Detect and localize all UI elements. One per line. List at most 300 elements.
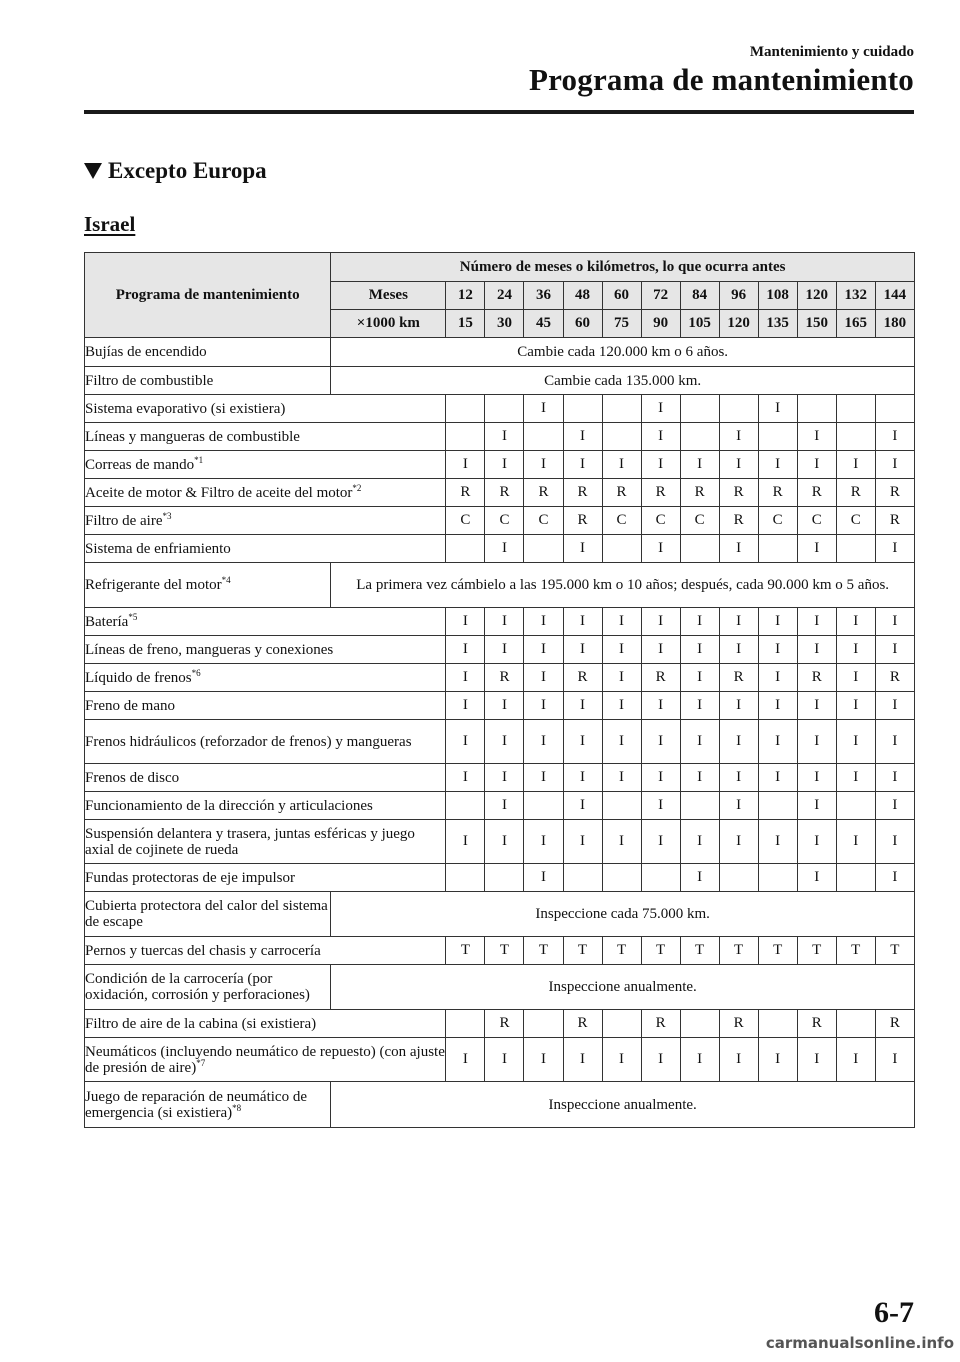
schedule-cell: R [524, 479, 563, 507]
row-item-label [85, 1010, 446, 1038]
schedule-cell: I [680, 664, 719, 692]
schedule-cell: I [875, 764, 914, 792]
km-header: 60 [563, 310, 602, 338]
schedule-cell: I [563, 535, 602, 563]
schedule-cell: I [524, 395, 563, 423]
schedule-cell: I [641, 535, 680, 563]
schedule-cell: I [875, 608, 914, 636]
km-header: 105 [680, 310, 719, 338]
schedule-cell: I [524, 608, 563, 636]
schedule-cell: I [641, 820, 680, 864]
table-row [85, 367, 915, 395]
schedule-cell: C [836, 507, 875, 535]
schedule-cell: R [485, 479, 524, 507]
months-label: Meses [331, 282, 446, 310]
row-item-text: Batería [85, 613, 129, 630]
schedule-cell: I [524, 692, 563, 720]
schedule-cell: I [875, 636, 914, 664]
schedule-cell [602, 535, 641, 563]
schedule-cell: I [680, 820, 719, 864]
footnote-marker: *5 [128, 611, 138, 622]
schedule-cell [602, 1010, 641, 1038]
schedule-cell: R [563, 1010, 602, 1038]
schedule-cell [446, 792, 485, 820]
schedule-cell: I [719, 608, 758, 636]
month-header: 72 [641, 282, 680, 310]
schedule-cell: I [758, 395, 797, 423]
km-header: 135 [758, 310, 797, 338]
schedule-cell: I [485, 792, 524, 820]
schedule-cell [719, 864, 758, 892]
schedule-cell: R [485, 1010, 524, 1038]
schedule-cell: I [563, 820, 602, 864]
row-item-label [85, 764, 446, 792]
km-header: 30 [485, 310, 524, 338]
schedule-cell: R [719, 479, 758, 507]
table-row [85, 965, 915, 1010]
schedule-cell: I [485, 1038, 524, 1082]
schedule-cell [836, 1010, 875, 1038]
km-header: 150 [797, 310, 836, 338]
table-row [85, 1082, 915, 1128]
schedule-cell: I [641, 636, 680, 664]
header-rule [84, 110, 914, 114]
row-interval-note: La primera vez cámbielo a las 195.000 km o 10 años; después, cada 90.000 km o 5 años. [331, 563, 915, 608]
row-item-text: Líneas de freno, mangueras y conexiones [85, 641, 334, 658]
schedule-cell [446, 395, 485, 423]
schedule-cell: I [836, 608, 875, 636]
schedule-cell: I [836, 451, 875, 479]
schedule-cell: R [563, 664, 602, 692]
running-header-title: Programa de mantenimiento [529, 62, 914, 97]
schedule-cell: I [485, 764, 524, 792]
schedule-cell: I [641, 395, 680, 423]
row-item-label [85, 965, 331, 1010]
schedule-cell: I [602, 636, 641, 664]
schedule-cell: R [446, 479, 485, 507]
table-row [85, 1010, 915, 1038]
schedule-cell: I [563, 451, 602, 479]
schedule-cell: I [602, 1038, 641, 1082]
schedule-cell: T [524, 937, 563, 965]
footnote-marker: *2 [352, 482, 362, 493]
schedule-cell: I [563, 1038, 602, 1082]
schedule-cell [836, 792, 875, 820]
schedule-cell: T [875, 937, 914, 965]
schedule-cell: I [602, 764, 641, 792]
schedule-cell [680, 792, 719, 820]
schedule-cell: I [446, 1038, 485, 1082]
schedule-cell: I [836, 820, 875, 864]
schedule-cell [602, 792, 641, 820]
row-item-label [85, 395, 446, 423]
schedule-cell: R [680, 479, 719, 507]
row-item-text: Líquido de frenos [85, 669, 192, 686]
km-header: 165 [836, 310, 875, 338]
table-row [85, 608, 915, 636]
schedule-cell: I [563, 720, 602, 764]
schedule-cell: I [485, 692, 524, 720]
table-row [85, 937, 915, 965]
schedule-cell [758, 1010, 797, 1038]
schedule-cell [524, 1010, 563, 1038]
schedule-cell: I [524, 820, 563, 864]
watermark: carmanualsonline.info [765, 1334, 954, 1352]
schedule-cell: C [446, 507, 485, 535]
schedule-cell: I [524, 864, 563, 892]
row-item-label [85, 479, 446, 507]
schedule-cell: I [446, 764, 485, 792]
schedule-cell: I [875, 451, 914, 479]
schedule-cell: R [641, 1010, 680, 1038]
schedule-cell: R [797, 664, 836, 692]
schedule-cell [836, 395, 875, 423]
row-interval-note: Inspeccione cada 75.000 km. [331, 892, 915, 937]
schedule-cell: R [485, 664, 524, 692]
schedule-cell: I [758, 664, 797, 692]
schedule-cell [446, 1010, 485, 1038]
schedule-cell: R [641, 664, 680, 692]
month-header: 24 [485, 282, 524, 310]
row-item-text: Filtro de aire [85, 512, 163, 529]
maintenance-schedule-table [84, 252, 915, 1128]
schedule-cell [524, 423, 563, 451]
schedule-cell: I [602, 820, 641, 864]
km-label: ×1000 km [331, 310, 446, 338]
schedule-cell [758, 792, 797, 820]
schedule-cell: I [563, 636, 602, 664]
row-item-label [85, 338, 331, 367]
km-header: 75 [602, 310, 641, 338]
section-heading [84, 158, 267, 184]
schedule-cell: I [719, 692, 758, 720]
schedule-cell: I [797, 535, 836, 563]
table-row [85, 423, 915, 451]
row-item-label [85, 820, 446, 864]
km-header: 180 [875, 310, 914, 338]
schedule-cell: I [485, 451, 524, 479]
schedule-cell: R [719, 664, 758, 692]
schedule-cell: I [446, 692, 485, 720]
schedule-cell: C [485, 507, 524, 535]
schedule-cell: I [563, 608, 602, 636]
schedule-cell: I [641, 423, 680, 451]
schedule-cell: I [563, 423, 602, 451]
km-header: 45 [524, 310, 563, 338]
schedule-cell [680, 395, 719, 423]
schedule-cell: R [602, 479, 641, 507]
running-header-section: Mantenimiento y cuidado [749, 44, 914, 60]
month-header: 132 [836, 282, 875, 310]
schedule-cell: I [524, 664, 563, 692]
row-item-text: Pernos y tuercas del chasis y carrocería [85, 942, 321, 959]
schedule-cell: T [485, 937, 524, 965]
month-header: 12 [446, 282, 485, 310]
schedule-cell: I [836, 764, 875, 792]
schedule-cell: I [641, 451, 680, 479]
row-interval-note: Cambie cada 120.000 km o 6 años. [331, 338, 915, 367]
schedule-cell: I [680, 608, 719, 636]
row-item-label [85, 636, 446, 664]
schedule-cell: R [719, 1010, 758, 1038]
schedule-cell: I [524, 720, 563, 764]
row-item-label [85, 367, 331, 395]
schedule-cell: I [680, 864, 719, 892]
schedule-cell: I [758, 1038, 797, 1082]
schedule-cell: I [758, 692, 797, 720]
schedule-cell: R [797, 1010, 836, 1038]
schedule-cell: I [485, 535, 524, 563]
schedule-cell: I [485, 720, 524, 764]
km-header: 15 [446, 310, 485, 338]
row-item-text: Juego de reparación de neumático de emergencia (si existiera) [85, 1088, 307, 1121]
footnote-marker: *6 [191, 667, 201, 678]
schedule-cell: I [875, 1038, 914, 1082]
schedule-cell: C [797, 507, 836, 535]
schedule-cell: I [641, 720, 680, 764]
schedule-cell: R [875, 479, 914, 507]
schedule-cell: T [758, 937, 797, 965]
schedule-cell: R [797, 479, 836, 507]
table-row [85, 864, 915, 892]
schedule-cell: I [797, 792, 836, 820]
schedule-cell [524, 792, 563, 820]
schedule-cell: I [758, 764, 797, 792]
schedule-cell: T [836, 937, 875, 965]
table-row [85, 720, 915, 764]
schedule-cell [446, 864, 485, 892]
schedule-cell: R [719, 507, 758, 535]
row-item-text: Neumáticos (incluyendo neumático de repuesto) (con ajuste de presión de aire) [85, 1043, 445, 1076]
schedule-cell: I [875, 820, 914, 864]
table-row [85, 892, 915, 937]
section-heading-text: Excepto Europa [108, 158, 267, 183]
schedule-cell: C [641, 507, 680, 535]
schedule-cell: I [719, 423, 758, 451]
schedule-cell: I [797, 608, 836, 636]
table-corner-label: Programa de mantenimiento [85, 253, 331, 338]
row-item-text: Correas de mando [85, 456, 195, 473]
schedule-cell: I [524, 1038, 563, 1082]
schedule-cell: I [836, 664, 875, 692]
row-item-text: Aceite de motor & Filtro de aceite del motor [85, 484, 353, 501]
schedule-cell: I [836, 692, 875, 720]
row-item-text: Bujías de encendido [85, 344, 207, 360]
month-header: 60 [602, 282, 641, 310]
footnote-marker: *7 [196, 1057, 206, 1068]
table-row [85, 664, 915, 692]
row-item-text: Funcionamiento de la dirección y articulaciones [85, 797, 373, 814]
row-item-text: Líneas y mangueras de combustible [85, 428, 300, 445]
schedule-cell: I [524, 636, 563, 664]
schedule-cell: I [446, 451, 485, 479]
schedule-cell [446, 423, 485, 451]
table-row [85, 636, 915, 664]
schedule-cell [563, 864, 602, 892]
schedule-cell: C [758, 507, 797, 535]
month-header: 96 [719, 282, 758, 310]
table-row [85, 338, 915, 367]
row-item-label [85, 892, 331, 937]
region-subheading: Israel [84, 212, 136, 236]
row-item-label [85, 507, 446, 535]
schedule-cell: C [524, 507, 563, 535]
schedule-cell [680, 535, 719, 563]
table-row [85, 451, 915, 479]
schedule-cell [641, 864, 680, 892]
row-item-label [85, 664, 446, 692]
row-item-label [85, 1082, 331, 1128]
row-item-label [85, 937, 446, 965]
schedule-cell: C [602, 507, 641, 535]
table-row [85, 563, 915, 608]
row-item-label [85, 792, 446, 820]
schedule-cell: I [602, 608, 641, 636]
schedule-cell: I [719, 764, 758, 792]
row-item-label [85, 423, 446, 451]
schedule-cell: I [563, 692, 602, 720]
schedule-cell: I [719, 792, 758, 820]
table-row [85, 820, 915, 864]
schedule-cell: R [875, 664, 914, 692]
schedule-cell: R [758, 479, 797, 507]
row-interval-note: Inspeccione anualmente. [331, 965, 915, 1010]
schedule-cell: I [602, 720, 641, 764]
schedule-cell: R [875, 507, 914, 535]
schedule-cell: I [875, 423, 914, 451]
schedule-cell [602, 423, 641, 451]
schedule-cell: R [641, 479, 680, 507]
schedule-cell: T [446, 937, 485, 965]
km-header: 90 [641, 310, 680, 338]
schedule-cell: I [875, 720, 914, 764]
table-row [85, 764, 915, 792]
month-header: 108 [758, 282, 797, 310]
schedule-cell: I [524, 451, 563, 479]
month-header: 144 [875, 282, 914, 310]
schedule-cell: I [680, 764, 719, 792]
schedule-cell: T [563, 937, 602, 965]
schedule-cell: I [758, 820, 797, 864]
row-item-text: Fundas protectoras de eje impulsor [85, 869, 295, 886]
schedule-cell: I [680, 451, 719, 479]
schedule-cell: T [602, 937, 641, 965]
row-interval-note: Inspeccione anualmente. [331, 1082, 915, 1128]
schedule-cell: I [602, 664, 641, 692]
row-item-text: Freno de mano [85, 697, 175, 714]
footnote-marker: *1 [194, 454, 204, 465]
table-row [85, 535, 915, 563]
row-item-text: Cubierta protectora del calor del sistema de escape [85, 898, 328, 930]
row-item-text: Refrigerante del motor [85, 577, 222, 593]
footnote-marker: *8 [232, 1102, 242, 1113]
month-header: 48 [563, 282, 602, 310]
schedule-cell: I [836, 1038, 875, 1082]
schedule-cell [875, 395, 914, 423]
month-header: 84 [680, 282, 719, 310]
page-number: 6-7 [874, 1296, 914, 1329]
schedule-cell [524, 535, 563, 563]
schedule-cell: I [797, 636, 836, 664]
schedule-cell: I [797, 764, 836, 792]
schedule-cell: I [641, 792, 680, 820]
schedule-cell: I [719, 451, 758, 479]
schedule-cell: T [797, 937, 836, 965]
row-item-text: Frenos de disco [85, 769, 180, 786]
schedule-cell [680, 423, 719, 451]
schedule-cell: I [641, 608, 680, 636]
schedule-cell: I [836, 720, 875, 764]
schedule-cell [485, 395, 524, 423]
schedule-cell: I [602, 692, 641, 720]
schedule-cell [446, 535, 485, 563]
schedule-cell [485, 864, 524, 892]
schedule-cell: I [485, 636, 524, 664]
month-header: 36 [524, 282, 563, 310]
schedule-cell: I [446, 608, 485, 636]
schedule-cell: I [797, 692, 836, 720]
schedule-cell: I [524, 764, 563, 792]
schedule-cell: I [797, 1038, 836, 1082]
km-header: 120 [719, 310, 758, 338]
schedule-cell: I [446, 720, 485, 764]
schedule-cell: I [680, 1038, 719, 1082]
schedule-cell: I [797, 864, 836, 892]
month-header: 120 [797, 282, 836, 310]
schedule-cell: I [641, 764, 680, 792]
table-top-header: Número de meses o kilómetros, lo que ocurra antes [331, 253, 915, 282]
table-row [85, 692, 915, 720]
row-item-text: Suspensión delantera y trasera, juntas esféricas y juego axial de cojinete de rueda [85, 825, 415, 858]
schedule-cell: R [875, 1010, 914, 1038]
schedule-cell: T [719, 937, 758, 965]
schedule-cell: I [875, 792, 914, 820]
schedule-cell: I [680, 636, 719, 664]
schedule-cell: I [875, 535, 914, 563]
schedule-cell [797, 395, 836, 423]
down-triangle-icon [84, 163, 102, 179]
row-item-label [85, 1038, 446, 1082]
schedule-cell: I [875, 864, 914, 892]
schedule-cell [836, 864, 875, 892]
schedule-cell [758, 423, 797, 451]
schedule-cell [758, 864, 797, 892]
schedule-cell: I [563, 764, 602, 792]
row-item-text: Sistema de enfriamiento [85, 540, 231, 557]
schedule-cell: I [485, 820, 524, 864]
schedule-cell: I [797, 720, 836, 764]
schedule-cell: I [641, 692, 680, 720]
schedule-cell [680, 1010, 719, 1038]
row-item-label [85, 451, 446, 479]
schedule-cell: I [797, 423, 836, 451]
schedule-cell: I [719, 636, 758, 664]
row-item-label [85, 608, 446, 636]
schedule-cell: I [875, 692, 914, 720]
footnote-marker: *4 [221, 575, 231, 585]
row-interval-note: Cambie cada 135.000 km. [331, 367, 915, 395]
schedule-cell: I [719, 1038, 758, 1082]
schedule-cell: I [719, 535, 758, 563]
row-item-text: Condición de la carrocería (por oxidación, corrosión y perforaciones) [85, 971, 310, 1003]
schedule-cell: I [719, 820, 758, 864]
schedule-cell: R [563, 479, 602, 507]
schedule-cell: R [563, 507, 602, 535]
table-row [85, 1038, 915, 1082]
row-item-text: Sistema evaporativo (si existiera) [85, 400, 286, 417]
schedule-cell: I [641, 1038, 680, 1082]
schedule-cell: I [719, 720, 758, 764]
